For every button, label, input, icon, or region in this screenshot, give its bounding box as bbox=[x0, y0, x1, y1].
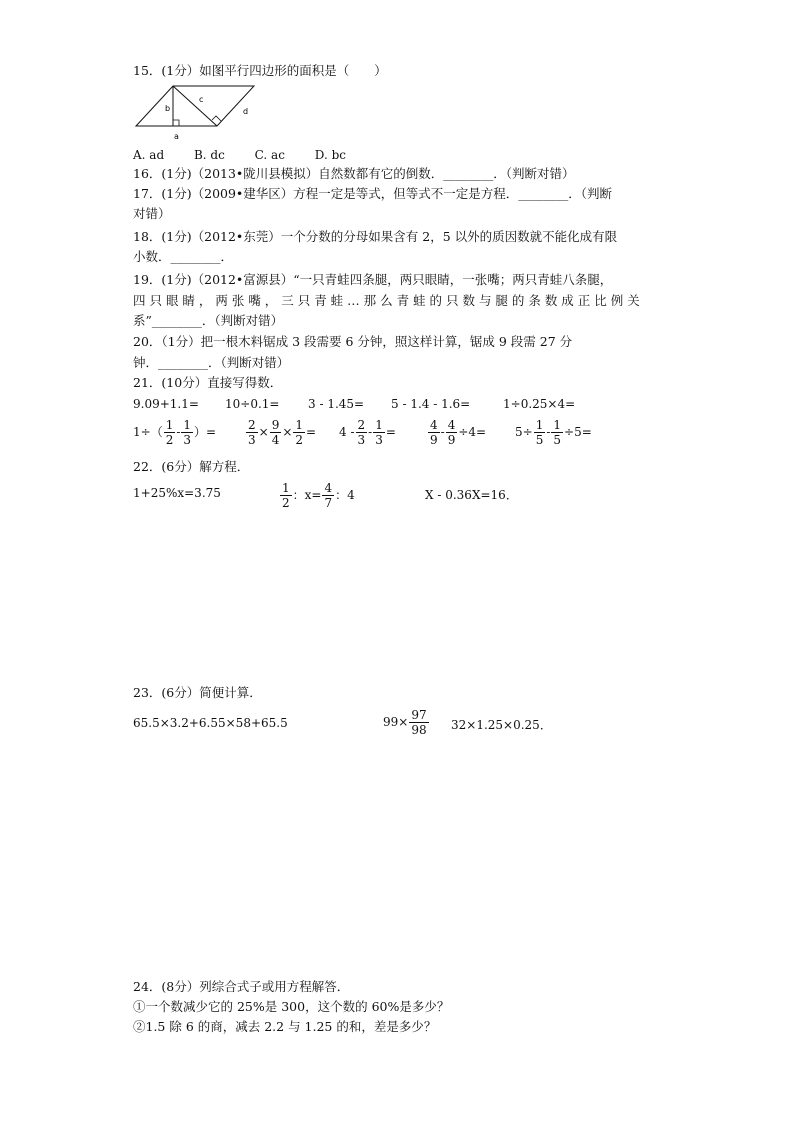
q18-line2: 小数．________． bbox=[133, 249, 234, 264]
q23-e3: 32×1.25×0.25． bbox=[451, 718, 552, 732]
fraction: $\frac{1}{3}$ bbox=[375, 418, 383, 447]
q15-text: 15．(1分）如图平行四边形的面积是（ ） bbox=[133, 63, 387, 78]
fraction: $\frac{1}{2}$ bbox=[282, 481, 290, 510]
q21-row1-item: 10÷0.1= bbox=[225, 397, 280, 411]
parallelogram-figure bbox=[133, 82, 263, 144]
fraction: $\frac{1}{2}$ bbox=[165, 418, 174, 447]
q16-text: 16．(1分)（2013•陇川县模拟）自然数都有它的倒数．________．（判断对错） bbox=[133, 166, 575, 181]
q22-eq2: $\frac{1}{2}$ ：x= $\frac{4}{7}$ ：4 bbox=[282, 481, 355, 510]
right-angle-mark-d bbox=[212, 116, 221, 121]
fraction: $\frac{4}{9}$ bbox=[430, 418, 438, 447]
choice-a[interactable]: A. ad bbox=[133, 148, 165, 162]
q21-row2-item-b: $\frac{2}{3}$ × $\frac{9}{4}$ × $\frac{1}{2}$ = bbox=[248, 418, 317, 447]
label-a: a bbox=[174, 132, 179, 141]
fraction: $\frac{1}{5}$ bbox=[553, 418, 562, 447]
q18-line1: 18．(1分)（2012•东莞）一个分数的分母如果含有 2，5 以外的质因数就不能化成有限 bbox=[133, 229, 618, 244]
q24-title: 24．(8分）列综合式子或用方程解答． bbox=[133, 979, 350, 994]
q15-choices bbox=[133, 148, 372, 162]
fraction: $\frac{2}{3}$ bbox=[248, 418, 256, 447]
q21-row1-item: 1÷0.25×4= bbox=[503, 397, 576, 411]
choice-c[interactable]: C. ac bbox=[254, 148, 285, 162]
q24-p1: ①一个数减少它的 25%是 300，这个数的 60%是多少？ bbox=[133, 999, 450, 1014]
fraction: $\frac{2}{3}$ bbox=[357, 418, 366, 447]
q21-row2-item-e: 5÷ $\frac{1}{5}$ - $\frac{1}{5}$ ÷5= bbox=[515, 418, 592, 447]
q17-line2: 对错） bbox=[133, 206, 171, 221]
fraction: $\frac{4}{7}$ bbox=[324, 481, 333, 510]
q22-eq3: X - 0.36X=16． bbox=[425, 488, 518, 502]
q21-row2-item-a: 1÷（ $\frac{1}{2}$ - $\frac{1}{3}$ ）= bbox=[133, 418, 217, 447]
diagonal-c bbox=[173, 86, 217, 126]
q23-title: 23．(6分）简便计算． bbox=[133, 685, 262, 700]
q21-title: 21．(10分）直接写得数． bbox=[133, 375, 283, 390]
q21-row1-item: 5 - 1.4 - 1.6= bbox=[391, 397, 471, 411]
choice-d[interactable]: D. bc bbox=[314, 148, 346, 162]
q21-row1-item: 9.09+1.1= bbox=[133, 397, 199, 411]
q21-row2-item-c: 4 - $\frac{2}{3}$ - $\frac{1}{3}$ = bbox=[339, 418, 396, 447]
fraction: $\frac{1}{2}$ bbox=[295, 418, 304, 447]
label-b: b bbox=[165, 104, 171, 113]
q21-row1-item: 3 - 1.45= bbox=[308, 397, 365, 411]
fraction: $\frac{1}{5}$ bbox=[535, 418, 544, 447]
choice-b[interactable]: B. dc bbox=[193, 148, 225, 162]
q24-p2: ②1.5 除 6 的商，减去 2.2 与 1.25 的和，差是多少？ bbox=[133, 1019, 437, 1034]
q19-line1: 19．(1分)（2012•富源县）“一只青蛙四条腿，两只眼睛，一张嘴；两只青蛙八条腿， bbox=[133, 272, 613, 287]
q22-title: 22．(6分）解方程． bbox=[133, 459, 250, 474]
q20-line2: 钟．________．（判断对错） bbox=[133, 355, 290, 370]
right-angle-mark-b bbox=[173, 120, 179, 126]
fraction: $\frac{9}{4}$ bbox=[271, 418, 280, 447]
q23-e1: 65.5×3.2+6.55×58+65.5 bbox=[133, 716, 288, 730]
fraction: $\frac{97}{98}$ bbox=[411, 708, 427, 737]
q23-e2: 99× $\frac{97}{98}$ bbox=[383, 708, 427, 737]
q19-line3: 系”________．（判断对错） bbox=[133, 313, 284, 328]
q22-eq1: 1+25%x=3.75 bbox=[133, 486, 221, 500]
q21-row2-item-d: $\frac{4}{9}$ - $\frac{4}{9}$ ÷4= bbox=[430, 418, 487, 447]
fraction: $\frac{4}{9}$ bbox=[447, 418, 456, 447]
fraction: $\frac{1}{3}$ bbox=[183, 418, 192, 447]
label-d: d bbox=[243, 107, 249, 116]
q17-line1: 17．(1分)（2009•建华区）方程一定是等式，但等式不一定是方程．________．（判断 bbox=[133, 186, 613, 201]
label-c: c bbox=[199, 95, 204, 104]
q19-line2: 四 只 眼 睛 ， 两 张 嘴 ， 三 只 青 蛙 … 那 么 青 蛙 的 只 数 与 腿 的 条 数 成 正 比 例 关 bbox=[133, 293, 640, 308]
q20-line1: 20．（1分）把一根木料锯成 3 段需要 6 分钟，照这样计算，锯成 9 段需 27 分 bbox=[133, 334, 573, 349]
